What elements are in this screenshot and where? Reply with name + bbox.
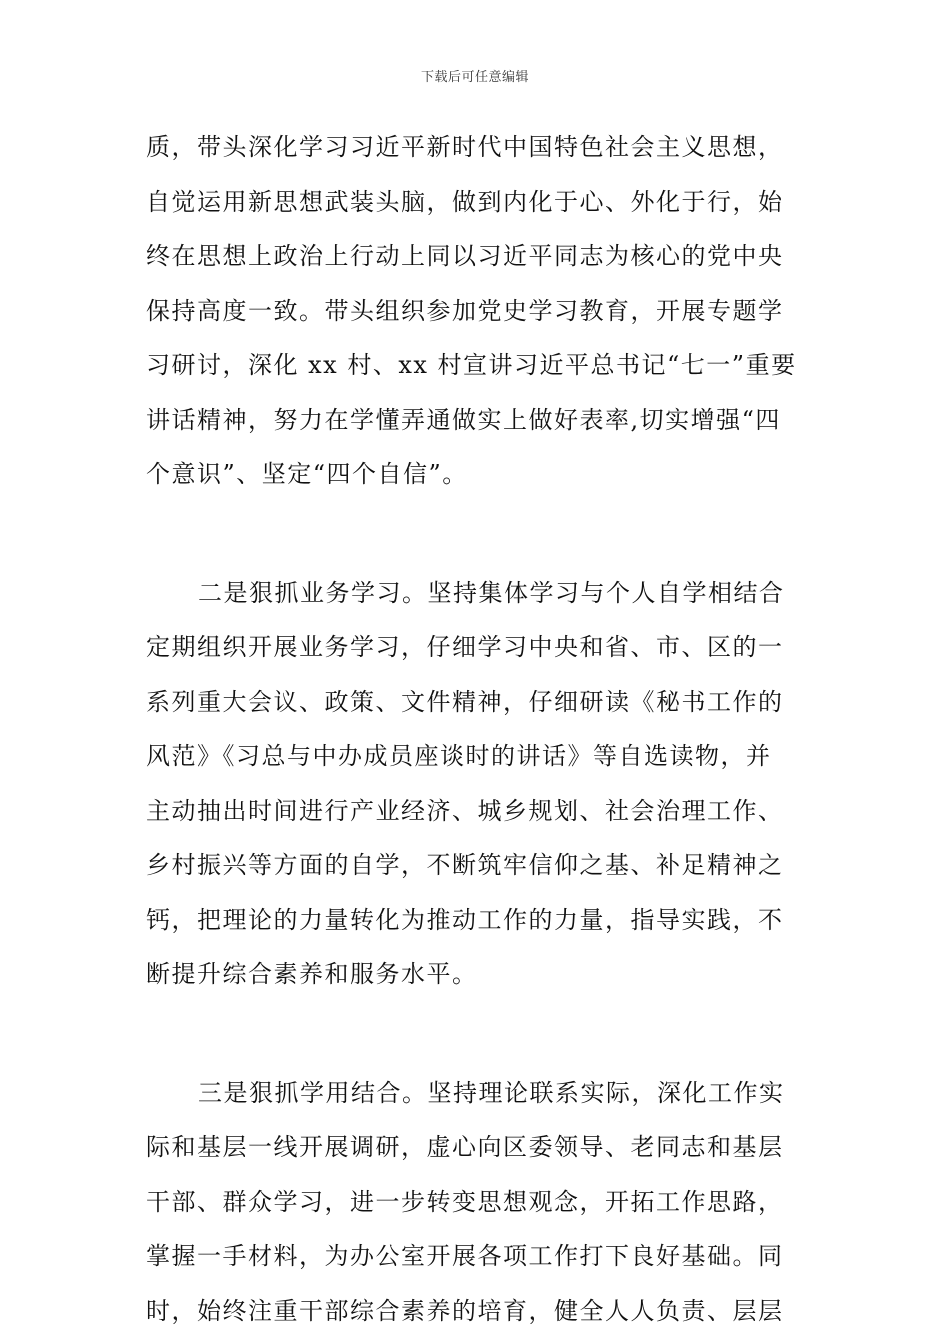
text-line: 干部、群众学习，进一步转变思想观念，开拓工作思路，: [146, 1187, 784, 1216]
text-line: 个意识”、坚定“四个自信”。: [146, 460, 468, 488]
text-line: 保持高度一致。带头组织参加党史学习教育，开展专题学: [146, 296, 784, 325]
text-line: 自觉运用新思想武装头脑，做到内化于心、外化于行，始: [146, 187, 784, 216]
text-line: 习研讨，深化 xx 村、xx 村宣讲习近平总书记“七一”重要: [146, 351, 797, 379]
text-line: 钙，把理论的力量转化为推动工作的力量，指导实践，不: [146, 905, 784, 934]
text-line: 终在思想上政治上行动上同以习近平同志为核心的党中央: [146, 242, 784, 270]
text-line: 风范》《习总与中办成员座谈时的讲话》等自选读物，并: [146, 742, 772, 770]
text-line: 时，始终注重干部综合素养的培育，健全人人负责、层层: [146, 1296, 784, 1325]
text-line: 质，带头深化学习习近平新时代中国特色社会主义思想，: [146, 133, 784, 161]
page-header: 下载后可任意编辑: [420, 70, 529, 85]
document-body: [146, 124, 816, 1342]
text-line: 三是狠抓学用结合。坚持理论联系实际，深化工作实: [198, 1078, 785, 1107]
text-line: 际和基层一线开展调研，虚心向区委领导、老同志和基层: [146, 1133, 784, 1161]
paragraph-spacer: [146, 506, 816, 570]
text-line: 系列重大会议、政策、文件精神，仔细研读《秘书工作的: [146, 687, 784, 716]
text-line: 讲话精神，努力在学懂弄通做实上做好表率,切实增强“四: [146, 405, 781, 434]
paragraph-1: [146, 124, 816, 506]
paragraph-2: [146, 570, 816, 1006]
text-line: 掌握一手材料，为办公室开展各项工作打下良好基础。同: [146, 1242, 784, 1270]
paragraph-spacer: [146, 1006, 816, 1070]
text-line: 主动抽出时间进行产业经济、城乡规划、社会治理工作、: [146, 796, 784, 825]
paragraph-3: [146, 1070, 816, 1343]
text-line: 乡村振兴等方面的自学，不断筑牢信仰之基、补足精神之: [146, 851, 784, 879]
text-line: 断提升综合素养和服务水平。: [146, 960, 478, 988]
text-line: 定期组织开展业务学习，仔细学习中央和省、市、区的一: [146, 633, 784, 661]
text-line: 二是狠抓业务学习。坚持集体学习与个人自学相结合: [198, 578, 785, 607]
